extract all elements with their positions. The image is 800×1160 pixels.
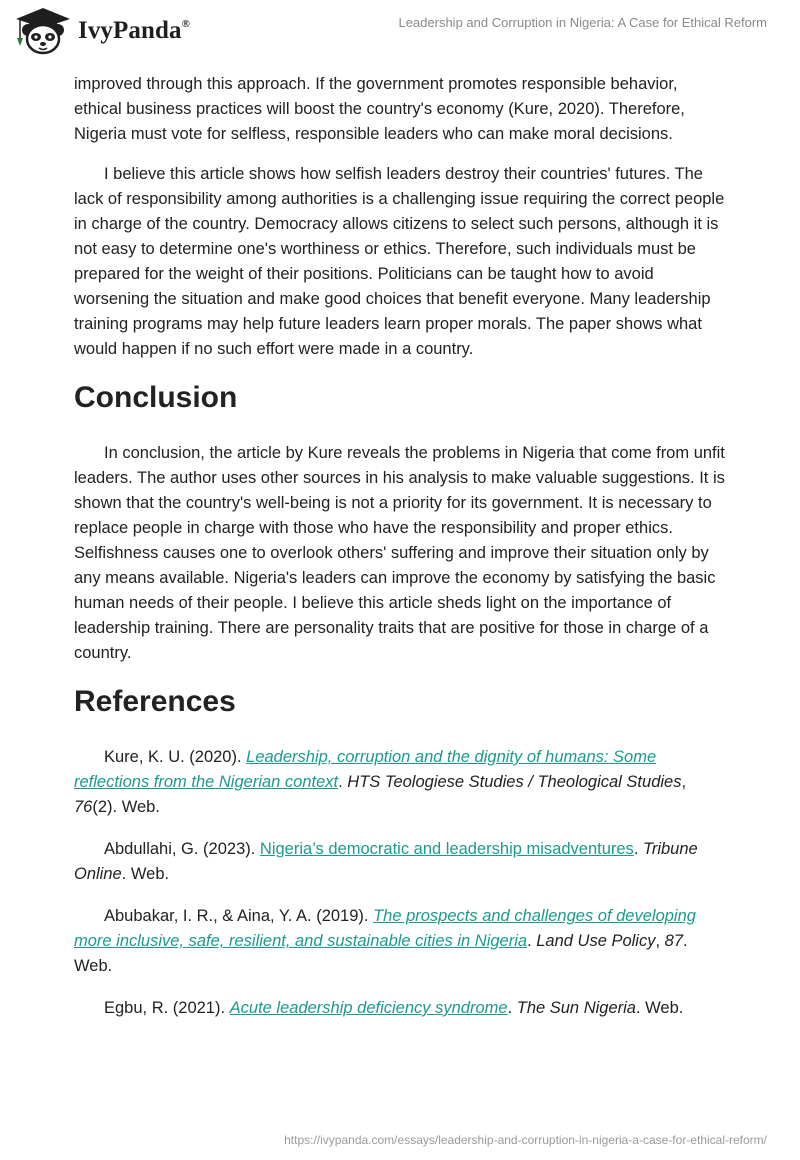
conclusion-paragraph: In conclusion, the article by Kure reveals the problems in Nigeria that come from unfit leaders. The author uses other sources in his analysis to make valuable suggestions. It is shown that the country's well-being is not a priority for its government. It is necessary to replace people in charge with those who have the responsibility and proper ethics. Selfishness causes one to overlook others' suffering and improve their situation only by any means available. Nigeria's leaders can improve the economy by satisfying the basic human needs of their people. I believe this article sheds light on the importance of leadership training. There are personality traits that are positive for those in charge of a country.: [74, 444, 725, 662]
reference-item: Abdullahi, G. (2023). Nigeria’s democratic and leadership misadventures. Tribune Online. Web.: [74, 840, 698, 883]
reference-item: Egbu, R. (2021). Acute leadership deficiency syndrome. The Sun Nigeria. Web.: [104, 999, 684, 1017]
reference-item: Kure, K. U. (2020). Leadership, corruption and the dignity of humans: Some reflections from the Nigerian context. HTS Teologiese Studies / Theological Studies, 76(2). Web.: [74, 748, 687, 816]
reference-item: Abubakar, I. R., & Aina, Y. A. (2019). The prospects and challenges of developing more inclusive, safe, resilient, and sustainable cities in Nigeria. Land Use Policy, 87. Web.: [74, 907, 696, 975]
paragraph: improved through this approach. If the government promotes responsible behavior, ethical business practices will boost the country's economy (Kure, 2020). Therefore, Nigeria must vote for selfless, responsible leaders who can make moral decisions.: [74, 75, 685, 143]
conclusion-heading: Conclusion: [74, 381, 238, 414]
reference-link[interactable]: Acute leadership deficiency syndrome: [229, 999, 508, 1017]
paragraph: I believe this article shows how selfish leaders destroy their countries' futures. The lack of responsibility among authorities is a challenging issue requiring the correct people in charge of the country. Democracy allows citizens to select such persons, although it is not easy to determine one's worthiness or ethics. Therefore, such individuals must be prepared for the weight of their positions. Politicians can be taught how to avoid worsening the situation and make good choices that benefit everyone. Many leadership training programs may help future leaders learn proper morals. The paper shows what would happen if no such effort were made in a country.: [74, 165, 725, 358]
reference-link[interactable]: Nigeria’s democratic and leadership misadventures: [259, 840, 634, 858]
reference-link[interactable]: The prospects and challenges of developing more inclusive, safe, resilient, and sustainable cities in Nigeria: [74, 907, 696, 950]
document-title: Leadership and Corruption in Nigeria: A Case for Ethical Reform: [398, 15, 767, 30]
footer-url[interactable]: https://ivypanda.com/essays/leadership-and-corruption-in-nigeria-a-case-for-ethical-reform/: [284, 1133, 767, 1147]
brand-name: IvyPanda®: [78, 17, 190, 44]
references-heading: References: [74, 685, 236, 718]
brand-logo[interactable]: [12, 6, 190, 56]
essay-content: [74, 72, 729, 1038]
panda-graduation-cap-icon: [12, 6, 74, 56]
page-header: [0, 0, 800, 70]
reference-link[interactable]: Leadership, corruption and the dignity of humans: Some reflections from the Nigerian context: [74, 748, 657, 791]
